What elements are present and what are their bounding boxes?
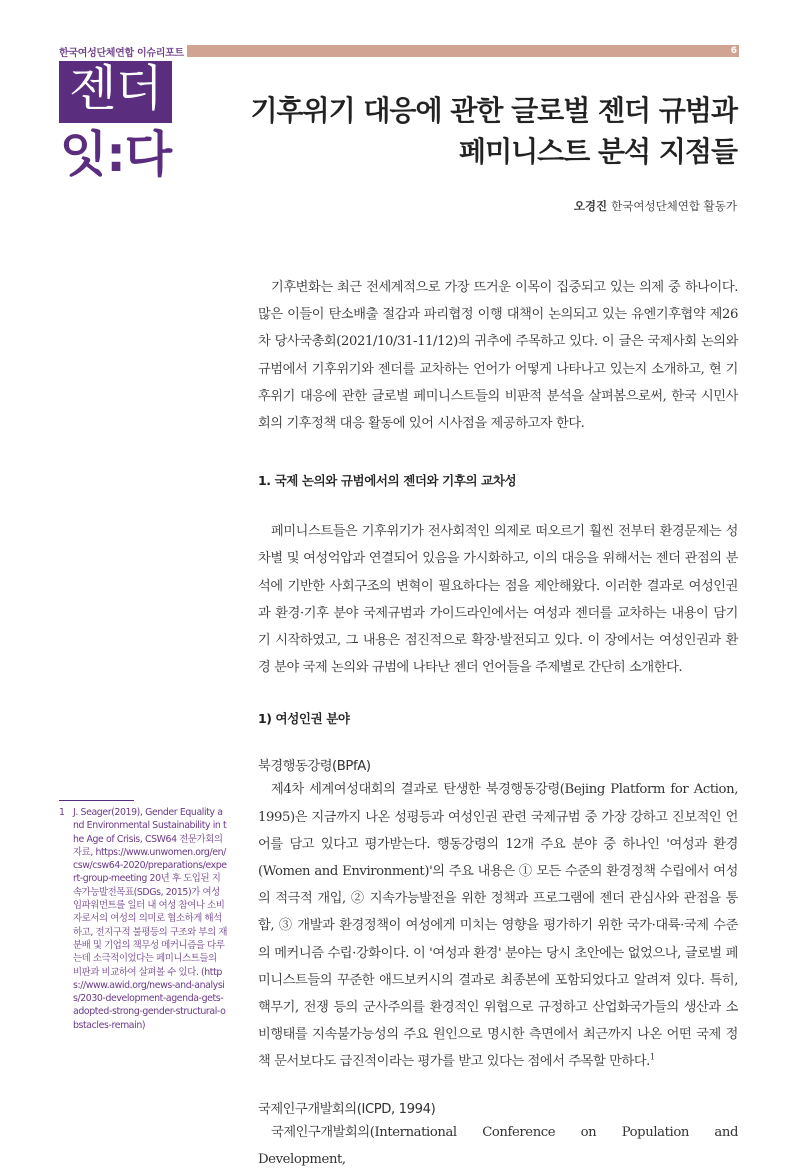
footnote-reference[interactable]: 1 bbox=[649, 1053, 655, 1063]
icpd-heading: 국제인구개발회의(ICPD, 1994) bbox=[258, 1101, 436, 1117]
footnote bbox=[59, 806, 227, 1032]
author-name: 오경진 bbox=[573, 199, 608, 213]
footnote-number: 1 bbox=[59, 807, 65, 818]
logo-line1: 젠더 bbox=[69, 60, 162, 117]
publication-label: 한국여성단체연합 이슈리포트 bbox=[59, 48, 184, 59]
title-line2: 페미니스트 분석 지점들 bbox=[459, 135, 737, 168]
author-byline bbox=[574, 198, 737, 214]
logo-line2: 잇:다 bbox=[59, 126, 172, 183]
subsection1-heading: 1) 여성인권 분야 bbox=[258, 711, 350, 727]
page-number: 6 bbox=[730, 46, 737, 56]
title-line1: 기후위기 대응에 관한 글로벌 젠더 규범과 bbox=[250, 94, 737, 127]
header-bar bbox=[187, 45, 739, 57]
bpfa-text: 제4차 세계여성대회의 결과로 탄생한 북경행동강령(Bejing Platform for Action, 1995)은 지금까지 나온 성평등과 여성인권 관련 국제규범 중 가장 강하고 진보적인 언어를 담고 있다고 평가받는다. 행동강령의 12개 주요 분야 중 하나인 '여성과 환경(Women and Environment)'의 주요 내용은 ① 모든 수준의 환경정책 수립에서 여성의 적극적 개입, ② 지속가능발전을 위한 정책과 프로그램에 젠더 관심사와 관점을 통합, ③ 개발과 환경정책이 여성에게 미치는 영향을 평가하기 위한 국가·대륙·국제 수준의 메커니즘 수립·강화이다. 이 '여성과 환경' 분야는 당시 초안에는 없었으나, 글로벌 페미니스트들의 꾸준한 애드보커시의 결과로 최종본에 포함되었다고 알려져 있다. 특히, 핵무기, 전쟁 등의 군사주의를 환경적인 위협으로 규정하고 산업화국가들의 생산과 소비행태를 지속불가능성의 주요 원인으로 명시한 측면에서 최근까지 나온 어떤 국제 정책 문서보다도 급진적이라는 평가를 받고 있다는 점에서 주목할 만하다. bbox=[258, 782, 738, 1070]
section1-heading: 1. 국제 논의와 규범에서의 젠더와 기후의 교차성 bbox=[258, 473, 517, 489]
icpd-paragraph: 국제인구개발회의(International Conference on Population and Development, bbox=[258, 1124, 738, 1167]
footnote-text: J. Seager(2019), Gender Equality and Environmental Sustainability in the Age of Crisis, CSW64 전문가회의 자료, https://www.unwomen.org/en/csw/csw64-2020/preparations/expert-group-meeting 20년 후 도입된 지속가능발전목표(SDGs, 2015)가 여성 임파워먼트를 일터 내 여성 참여나 소비자로서의 여성의 의미로 협소하게 해석하고, 전지구적 불평등의 구조와 부의 재분배 및 기업의 책무성 메커니즘을 다루는데 소극적이었다는 페미니스트들의 비판과 비교하여 살펴볼 수 있다. (https://www.awid.org/news-and-analysis/2030-development-agenda-gets-adopted-strong-gender-structural-obstacles-remain) bbox=[73, 807, 227, 1031]
section1-paragraph: 페미니스트들은 기후위기가 전사회적인 의제로 떠오르기 훨씬 전부터 환경문제는 성차별 및 여성억압과 연결되어 있음을 가시화하고, 이의 대응을 위해서는 젠더 관점의 분석에 기반한 사회구조의 변혁이 필요하다는 점을 제안해왔다. 이러한 결과로 여성인권과 환경·기후 분야 국제규범과 가이드라인에서는 여성과 젠더를 교차하는 내용이 담기기 시작하였고, 그 내용은 점진적으로 확장·발전되고 있다. 이 장에서는 여성인권과 환경 분야 국제 논의와 규범에 나타난 젠더 언어들을 주제별로 간단히 소개한다. bbox=[258, 524, 738, 676]
bpfa-heading: 북경행동강령(BPfA) bbox=[258, 759, 371, 775]
bpfa-paragraph bbox=[258, 776, 738, 1075]
intro-paragraph: 기후변화는 최근 전세계적으로 가장 뜨거운 이목이 집중되고 있는 의제 중 하나이다. 많은 이들이 탄소배출 절감과 파리협정 이행 대책이 논의되고 있는 유엔기후협약 제26차 당사국총회(2021/10/31-11/12)의 귀추에 주목하고 있다. 이 글은 국제사회 논의와 규범에서 기후위기와 젠더를 교차하는 언어가 어떻게 나타나고 있는지 소개하고, 현 기후위기 대응에 관한 글로벌 페미니스트들의 비판적 분석을 살펴봄으로써, 한국 시민사회의 기후정책 대응 활동에 있어 시사점을 제공하고자 한다. bbox=[258, 280, 738, 432]
article-title bbox=[237, 90, 737, 172]
author-affiliation: 한국여성단체연합 활동가 bbox=[611, 199, 737, 213]
footnote-rule bbox=[59, 800, 134, 801]
article-body bbox=[258, 274, 738, 1173]
